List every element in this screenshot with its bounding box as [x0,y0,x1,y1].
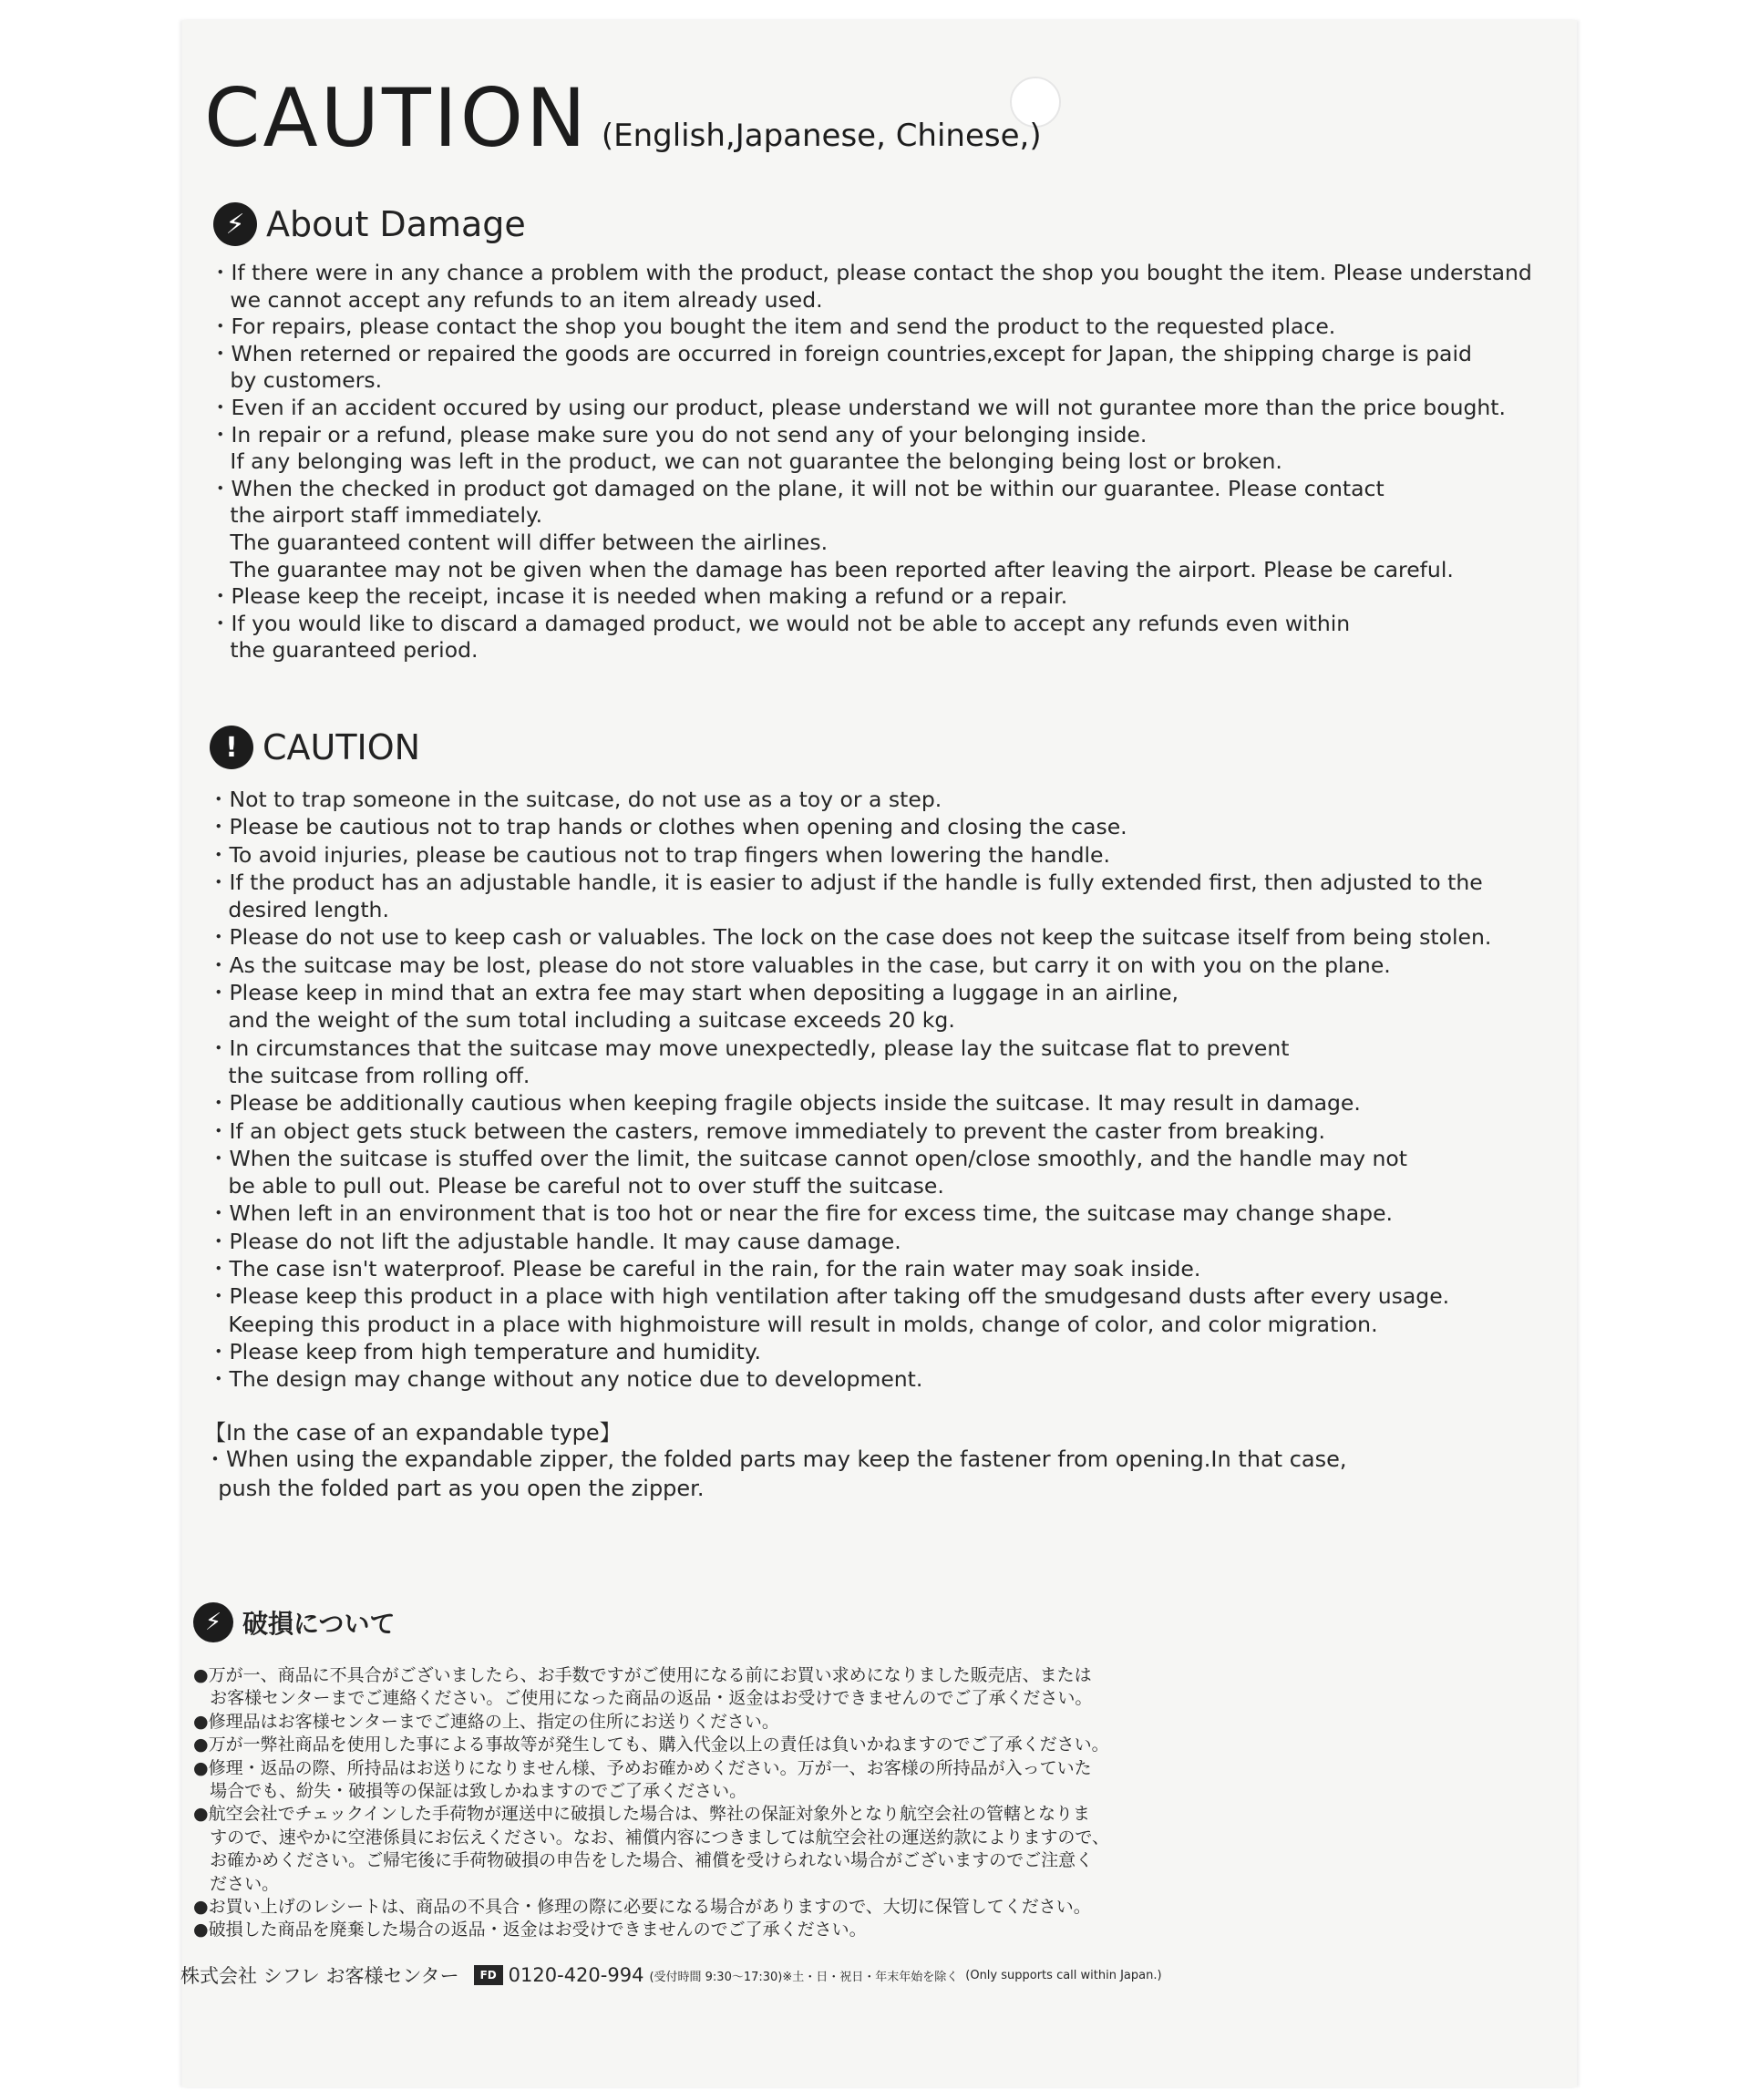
lightning-icon: ⚡ [193,1602,233,1642]
list-line: ・If you would like to discard a damaged product, we would not be able to accept any refunds even within [210,610,1351,636]
section-heading-damage-jp [193,1602,395,1642]
list-line: ・When the checked in product got damaged on the plane, it will not be within our guarantee. Please contact [210,475,1385,501]
list-line: ・Not to trap someone in the suitcase, do not use as a toy or a step. [208,787,942,812]
list-line: ●万が一、商品に不具合がございましたら、お手数ですがご使用になる前にお買い求めになりました販売店、または [193,1665,1092,1685]
list-line: ・Even if an accident occured by using our product, please understand we will not gurantee more than the price bought. [210,394,1506,420]
list-line: the airport staff immediately. [210,502,543,529]
list-line: The guaranteed content will differ between the airlines. [210,529,829,555]
list-line: ・Please keep from high temperature and humidity. [208,1338,761,1364]
list-line: ・When reterned or repaired the goods are occurred in foreign countries,except for Japan, the shipping charge is paid [210,340,1472,366]
list-line: ・In repair or a refund, please make sure you do not send any of your belonging inside. [210,421,1148,448]
list-line: ・When the suitcase is stuffed over the limit, the suitcase cannot open/close smoothly, and the handle may not [208,1145,1407,1171]
business-hours: (受付時間 9:30〜17:30)※土・日・祝日・年末年始を除く [649,1970,959,1984]
list-line: the guaranteed period. [210,637,479,664]
company-name: 株式会社 シフレ お客様センター [180,1965,459,1987]
list-line: desired length. [208,897,389,923]
list-line: ・For repairs, please contact the shop you bought the item and send the product to the requested place. [210,314,1336,340]
list-line: ・The case isn't waterproof. Please be careful in the rain, for the rain water may soak inside. [208,1256,1201,1282]
exclamation-icon: ! [210,726,253,769]
list-line: ・Please keep the receipt, incase it is needed when making a refund or a repair. [210,583,1068,610]
call-note: (Only supports call within Japan.) [965,1968,1162,1982]
lightning-icon: ⚡ [213,202,257,246]
list-line: ・Please do not lift the adjustable handle. It may cause damage. [208,1228,901,1254]
list-line: by customers. [210,367,383,394]
list-line: ・Please be additionally cautious when keeping fragile objects inside the suitcase. It may result in damage. [208,1090,1361,1117]
list-line: Keeping this product in a place with highmoisture will result in molds, change of color, and color migration. [208,1311,1378,1337]
list-line: we cannot accept any refunds to an item already used. [210,286,823,313]
caution-en-list [208,786,1491,1394]
list-line: ・As the suitcase may be lost, please do not store valuables in the case, but carry it on with you on the plane. [208,952,1391,978]
list-line: ・Please keep in mind that an extra fee may start when depositing a luggage in an airline, [208,980,1179,1006]
list-line: お確かめください。ご帰宅後に手荷物破損の申告をした場合、補償を受けられない場合がございますのでご注意く [193,1850,1094,1871]
list-line: すので、速やかに空港係員にお伝えください。なお、補償内容につきましては航空会社の運送約款によりますので、 [193,1827,1109,1848]
section-heading-about-damage [213,202,526,246]
section-title: CAUTION [262,727,421,767]
list-line: ・Please do not use to keep cash or valuables. The lock on the case does not keep the suitcase itself from being stolen. [208,924,1492,951]
phone-number: 0120-420-994 [508,1964,644,1986]
title-main: CAUTION [204,71,589,165]
list-line: お客様センターまでご連絡ください。ご使用になった商品の返品・返金はお受けできませんのでご了承ください。 [193,1688,1093,1709]
list-line: push the folded part as you open the zipper. [204,1476,705,1501]
list-line: the suitcase from rolling off. [208,1062,530,1088]
list-line: 場合でも、紛失・破損等の保証は致しかねますのでご了承ください。 [193,1781,747,1802]
list-line: ・To avoid injuries, please be cautious not to trap fingers when lowering the handle. [208,841,1110,868]
list-line: ・Please be cautious not to trap hands or clothes when opening and closing the case. [208,814,1127,840]
list-line: ・When left in an environment that is too hot or near the fire for excess time, the suitcase may change shape. [208,1200,1394,1227]
list-line: ●航空会社でチェックインした手荷物が運送中に破損した場合は、弊社の保証対象外となり航空会社の管轄となりま [193,1804,1091,1825]
damage-en-list [210,260,1532,664]
list-line: If any belonging was left in the product, we can not guarantee the belonging being lost or broken. [210,448,1282,475]
list-line: ・The design may change without any notice due to development. [208,1366,923,1393]
contact-footer [180,1961,1162,1989]
page-title [204,71,1042,165]
expandable-heading: 【In the case of an expandable type】 [204,1420,622,1446]
list-line: The guarantee may not be given when the damage has been reported after leaving the airport. Please be careful. [210,556,1454,582]
list-line: ・In circumstances that the suitcase may move unexpectedly, please lay the suitcase flat to prevent [208,1035,1290,1061]
list-line: ださい。 [193,1873,280,1894]
list-line: ・Please keep this product in a place with high ventilation after taking off the smudgesand dusts after every usage. [208,1283,1450,1310]
damage-jp-list [193,1664,1109,1942]
list-line: be able to pull out. Please be careful not to over stuff the suitcase. [208,1173,944,1199]
list-line: ●修理・返品の際、所持品はお送りになりません様、予めお確かめください。万が一、お客様の所持品が入っていた [193,1757,1092,1778]
list-line: ・If there were in any chance a problem with the product, please contact the shop you bought the item. Please understand [210,260,1532,285]
section-title: 破損について [242,1609,396,1639]
section-heading-caution [210,726,420,769]
section-title: About Damage [266,204,526,244]
expandable-list [204,1445,1347,1503]
list-line: ・If the product has an adjustable handle, it is easier to adjust if the handle is fully extended first, then adjusted to the [208,869,1483,895]
list-line: ●お買い上げのレシートは、商品の不具合・修理の際に必要になる場合がありますので、大切に保管してください。 [193,1897,1091,1918]
list-line: ●修理品はお客様センターまでご連絡の上、指定の住所にお送りください。 [193,1711,779,1732]
list-line: ●破損した商品を廃棄した場合の返品・返金はお受けできませんのでご了承ください。 [193,1920,867,1940]
list-line: and the weight of the sum total including a suitcase exceeds 20 kg. [208,1007,955,1034]
freedial-icon: FD [474,1965,503,1985]
title-languages: (English,Japanese, Chinese,) [601,118,1042,154]
list-line: ・If an object gets stuck between the casters, remove immediately to prevent the caster from breaking. [208,1117,1326,1144]
list-line: ・When using the expandable zipper, the folded parts may keep the fastener from opening.In that case, [204,1446,1347,1472]
list-line: ●万が一弊社商品を使用した事による事故等が発生しても、購入代金以上の責任は負いかねますのでご了承ください。 [193,1735,1109,1755]
